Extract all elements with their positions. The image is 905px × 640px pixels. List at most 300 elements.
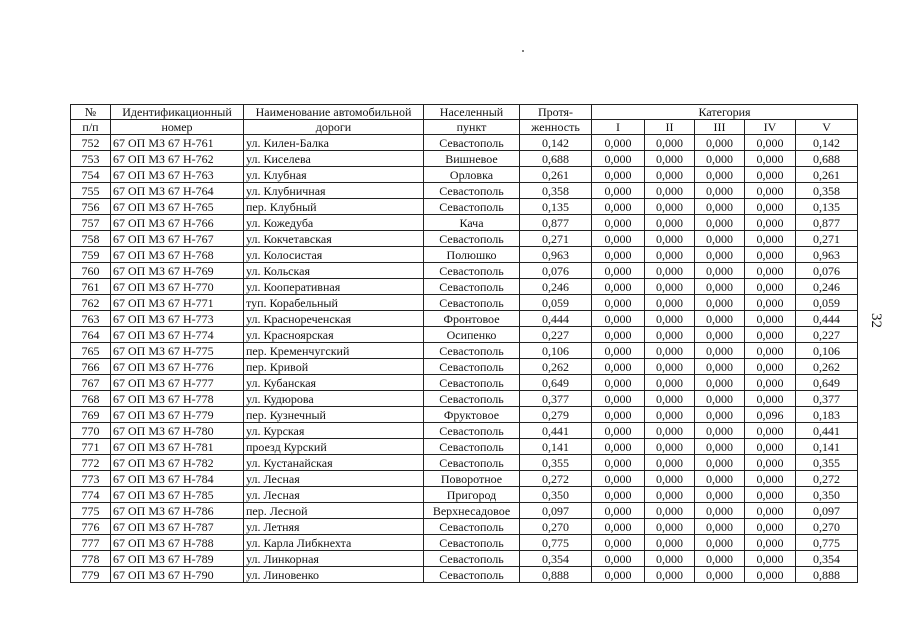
category-2-value: 0,000 <box>645 535 695 551</box>
category-4-value: 0,000 <box>745 135 796 151</box>
table-row <box>71 151 858 167</box>
category-2-value: 0,000 <box>645 343 695 359</box>
road-name: пер. Кременчугский <box>244 343 424 359</box>
settlement: Севастополь <box>424 375 520 391</box>
road-id: 67 ОП МЗ 67 Н-770 <box>111 279 244 295</box>
row-number: 754 <box>71 167 111 183</box>
category-2-value: 0,000 <box>645 359 695 375</box>
category-1-value: 0,000 <box>592 359 645 375</box>
row-number: 768 <box>71 391 111 407</box>
settlement: Фруктовое <box>424 407 520 423</box>
settlement: Поворотное <box>424 471 520 487</box>
road-name: ул. Летняя <box>244 519 424 535</box>
road-length: 0,358 <box>520 183 592 199</box>
table-row <box>71 247 858 263</box>
settlement: Севастополь <box>424 279 520 295</box>
row-number: 759 <box>71 247 111 263</box>
category-1-value: 0,000 <box>592 503 645 519</box>
header-length-sub: женность <box>520 120 592 135</box>
category-2-value: 0,000 <box>645 391 695 407</box>
settlement: Севастополь <box>424 343 520 359</box>
header-cat-5: V <box>796 120 858 135</box>
settlement: Севастополь <box>424 135 520 151</box>
table-row <box>71 375 858 391</box>
category-4-value: 0,000 <box>745 503 796 519</box>
header-place: Населенный <box>424 105 520 120</box>
header-length: Протя- <box>520 105 592 120</box>
settlement: Севастополь <box>424 231 520 247</box>
category-1-value: 0,000 <box>592 375 645 391</box>
category-4-value: 0,000 <box>745 535 796 551</box>
row-number: 753 <box>71 151 111 167</box>
row-number: 774 <box>71 487 111 503</box>
settlement: Верхнесадовое <box>424 503 520 519</box>
settlement: Полюшко <box>424 247 520 263</box>
category-4-value: 0,000 <box>745 167 796 183</box>
category-3-value: 0,000 <box>695 295 745 311</box>
category-2-value: 0,000 <box>645 183 695 199</box>
road-length: 0,106 <box>520 343 592 359</box>
category-3-value: 0,000 <box>695 359 745 375</box>
road-length: 0,279 <box>520 407 592 423</box>
header-cat-1: I <box>592 120 645 135</box>
road-id: 67 ОП МЗ 67 Н-768 <box>111 247 244 263</box>
category-4-value: 0,000 <box>745 151 796 167</box>
category-2-value: 0,000 <box>645 327 695 343</box>
category-1-value: 0,000 <box>592 535 645 551</box>
table-row <box>71 471 858 487</box>
category-4-value: 0,000 <box>745 423 796 439</box>
road-name: проезд Курский <box>244 439 424 455</box>
road-length: 0,272 <box>520 471 592 487</box>
road-name: пер. Кузнечный <box>244 407 424 423</box>
category-4-value: 0,000 <box>745 231 796 247</box>
category-3-value: 0,000 <box>695 343 745 359</box>
category-2-value: 0,000 <box>645 247 695 263</box>
row-number: 752 <box>71 135 111 151</box>
scan-dot <box>522 50 524 52</box>
row-number: 775 <box>71 503 111 519</box>
category-1-value: 0,000 <box>592 551 645 567</box>
category-5-value: 0,444 <box>796 311 858 327</box>
category-2-value: 0,000 <box>645 503 695 519</box>
header-name-sub: дороги <box>244 120 424 135</box>
table-row <box>71 215 858 231</box>
road-name: ул. Кубанская <box>244 375 424 391</box>
row-number: 772 <box>71 455 111 471</box>
table-row <box>71 279 858 295</box>
road-name: пер. Клубный <box>244 199 424 215</box>
road-id: 67 ОП МЗ 67 Н-776 <box>111 359 244 375</box>
road-length: 0,377 <box>520 391 592 407</box>
category-5-value: 0,141 <box>796 439 858 455</box>
road-name: ул. Колосистая <box>244 247 424 263</box>
road-id: 67 ОП МЗ 67 Н-766 <box>111 215 244 231</box>
category-5-value: 0,246 <box>796 279 858 295</box>
road-id: 67 ОП МЗ 67 Н-778 <box>111 391 244 407</box>
road-id: 67 ОП МЗ 67 Н-764 <box>111 183 244 199</box>
road-name: ул. Краснореченская <box>244 311 424 327</box>
category-2-value: 0,000 <box>645 439 695 455</box>
category-4-value: 0,000 <box>745 247 796 263</box>
category-4-value: 0,000 <box>745 519 796 535</box>
road-id: 67 ОП МЗ 67 Н-775 <box>111 343 244 359</box>
category-3-value: 0,000 <box>695 471 745 487</box>
header-cat-2: II <box>645 120 695 135</box>
category-5-value: 0,135 <box>796 199 858 215</box>
road-name: ул. Кудюрова <box>244 391 424 407</box>
category-3-value: 0,000 <box>695 423 745 439</box>
row-number: 779 <box>71 567 111 583</box>
category-3-value: 0,000 <box>695 391 745 407</box>
category-2-value: 0,000 <box>645 519 695 535</box>
road-length: 0,141 <box>520 439 592 455</box>
road-id: 67 ОП МЗ 67 Н-777 <box>111 375 244 391</box>
category-4-value: 0,000 <box>745 471 796 487</box>
row-number: 761 <box>71 279 111 295</box>
road-length: 0,355 <box>520 455 592 471</box>
road-length: 0,261 <box>520 167 592 183</box>
road-name: ул. Красноярская <box>244 327 424 343</box>
category-4-value: 0,000 <box>745 311 796 327</box>
category-2-value: 0,000 <box>645 455 695 471</box>
row-number: 773 <box>71 471 111 487</box>
road-length: 0,142 <box>520 135 592 151</box>
category-1-value: 0,000 <box>592 247 645 263</box>
table-row <box>71 327 858 343</box>
road-length: 0,097 <box>520 503 592 519</box>
category-4-value: 0,000 <box>745 327 796 343</box>
settlement: Вишневое <box>424 151 520 167</box>
category-5-value: 0,142 <box>796 135 858 151</box>
road-name: ул. Линовенко <box>244 567 424 583</box>
category-5-value: 0,688 <box>796 151 858 167</box>
road-name: ул. Линкорная <box>244 551 424 567</box>
category-5-value: 0,350 <box>796 487 858 503</box>
category-2-value: 0,000 <box>645 567 695 583</box>
category-5-value: 0,354 <box>796 551 858 567</box>
header-place-sub: пункт <box>424 120 520 135</box>
category-2-value: 0,000 <box>645 311 695 327</box>
category-3-value: 0,000 <box>695 519 745 535</box>
category-3-value: 0,000 <box>695 455 745 471</box>
category-3-value: 0,000 <box>695 551 745 567</box>
category-4-value: 0,000 <box>745 295 796 311</box>
settlement: Пригород <box>424 487 520 503</box>
category-1-value: 0,000 <box>592 295 645 311</box>
category-4-value: 0,000 <box>745 279 796 295</box>
table-row <box>71 535 858 551</box>
row-number: 770 <box>71 423 111 439</box>
category-4-value: 0,000 <box>745 455 796 471</box>
road-length: 0,354 <box>520 551 592 567</box>
road-length: 0,877 <box>520 215 592 231</box>
settlement: Севастополь <box>424 519 520 535</box>
road-length: 0,227 <box>520 327 592 343</box>
category-4-value: 0,096 <box>745 407 796 423</box>
road-length: 0,262 <box>520 359 592 375</box>
category-4-value: 0,000 <box>745 551 796 567</box>
road-length: 0,649 <box>520 375 592 391</box>
category-2-value: 0,000 <box>645 487 695 503</box>
settlement: Севастополь <box>424 439 520 455</box>
road-id: 67 ОП МЗ 67 Н-763 <box>111 167 244 183</box>
category-5-value: 0,106 <box>796 343 858 359</box>
category-1-value: 0,000 <box>592 343 645 359</box>
road-length: 0,135 <box>520 199 592 215</box>
category-3-value: 0,000 <box>695 535 745 551</box>
category-3-value: 0,000 <box>695 167 745 183</box>
category-1-value: 0,000 <box>592 263 645 279</box>
settlement: Севастополь <box>424 183 520 199</box>
row-number: 777 <box>71 535 111 551</box>
settlement: Орловка <box>424 167 520 183</box>
road-length: 0,246 <box>520 279 592 295</box>
category-2-value: 0,000 <box>645 423 695 439</box>
category-1-value: 0,000 <box>592 439 645 455</box>
category-3-value: 0,000 <box>695 407 745 423</box>
table-row <box>71 263 858 279</box>
category-1-value: 0,000 <box>592 151 645 167</box>
road-id: 67 ОП МЗ 67 Н-784 <box>111 471 244 487</box>
category-2-value: 0,000 <box>645 199 695 215</box>
category-2-value: 0,000 <box>645 295 695 311</box>
category-5-value: 0,441 <box>796 423 858 439</box>
category-4-value: 0,000 <box>745 487 796 503</box>
category-2-value: 0,000 <box>645 471 695 487</box>
category-3-value: 0,000 <box>695 375 745 391</box>
road-name: ул. Киселева <box>244 151 424 167</box>
category-1-value: 0,000 <box>592 567 645 583</box>
road-id: 67 ОП МЗ 67 Н-767 <box>111 231 244 247</box>
category-2-value: 0,000 <box>645 263 695 279</box>
road-id: 67 ОП МЗ 67 Н-786 <box>111 503 244 519</box>
category-5-value: 0,358 <box>796 183 858 199</box>
category-2-value: 0,000 <box>645 215 695 231</box>
road-id: 67 ОП МЗ 67 Н-787 <box>111 519 244 535</box>
settlement: Севастополь <box>424 391 520 407</box>
category-4-value: 0,000 <box>745 391 796 407</box>
category-3-value: 0,000 <box>695 263 745 279</box>
category-5-value: 0,877 <box>796 215 858 231</box>
settlement: Севастополь <box>424 535 520 551</box>
road-id: 67 ОП МЗ 67 Н-765 <box>111 199 244 215</box>
road-id: 67 ОП МЗ 67 Н-781 <box>111 439 244 455</box>
category-1-value: 0,000 <box>592 215 645 231</box>
road-id: 67 ОП МЗ 67 Н-782 <box>111 455 244 471</box>
category-4-value: 0,000 <box>745 343 796 359</box>
road-id: 67 ОП МЗ 67 Н-774 <box>111 327 244 343</box>
header-num: № <box>71 105 111 120</box>
road-name: ул. Килен-Балка <box>244 135 424 151</box>
road-id: 67 ОП МЗ 67 Н-779 <box>111 407 244 423</box>
road-id: 67 ОП МЗ 67 Н-761 <box>111 135 244 151</box>
category-1-value: 0,000 <box>592 471 645 487</box>
category-5-value: 0,076 <box>796 263 858 279</box>
category-3-value: 0,000 <box>695 135 745 151</box>
category-3-value: 0,000 <box>695 199 745 215</box>
category-5-value: 0,888 <box>796 567 858 583</box>
category-4-value: 0,000 <box>745 375 796 391</box>
row-number: 757 <box>71 215 111 231</box>
header-category: Категория <box>592 105 858 120</box>
road-id: 67 ОП МЗ 67 Н-788 <box>111 535 244 551</box>
table-row <box>71 391 858 407</box>
road-name: ул. Клубничная <box>244 183 424 199</box>
row-number: 767 <box>71 375 111 391</box>
page-number: 32 <box>868 313 884 328</box>
road-name: ул. Курская <box>244 423 424 439</box>
category-3-value: 0,000 <box>695 247 745 263</box>
category-2-value: 0,000 <box>645 135 695 151</box>
row-number: 760 <box>71 263 111 279</box>
road-id: 67 ОП МЗ 67 Н-769 <box>111 263 244 279</box>
road-name: ул. Карла Либкнехта <box>244 535 424 551</box>
category-5-value: 0,272 <box>796 471 858 487</box>
settlement: Севастополь <box>424 359 520 375</box>
row-number: 764 <box>71 327 111 343</box>
category-4-value: 0,000 <box>745 215 796 231</box>
category-3-value: 0,000 <box>695 151 745 167</box>
road-id: 67 ОП МЗ 67 Н-789 <box>111 551 244 567</box>
table-row <box>71 135 858 151</box>
settlement: Севастополь <box>424 423 520 439</box>
table-row <box>71 407 858 423</box>
table-row <box>71 359 858 375</box>
table-row <box>71 199 858 215</box>
row-number: 769 <box>71 407 111 423</box>
settlement: Севастополь <box>424 295 520 311</box>
settlement: Фронтовое <box>424 311 520 327</box>
row-number: 765 <box>71 343 111 359</box>
category-3-value: 0,000 <box>695 439 745 455</box>
category-5-value: 0,183 <box>796 407 858 423</box>
row-number: 763 <box>71 311 111 327</box>
road-name: ул. Кокчетавская <box>244 231 424 247</box>
settlement: Осипенко <box>424 327 520 343</box>
category-5-value: 0,059 <box>796 295 858 311</box>
road-length: 0,059 <box>520 295 592 311</box>
table-body <box>71 135 858 583</box>
category-2-value: 0,000 <box>645 375 695 391</box>
road-id: 67 ОП МЗ 67 Н-785 <box>111 487 244 503</box>
settlement: Севастополь <box>424 455 520 471</box>
category-3-value: 0,000 <box>695 279 745 295</box>
road-id: 67 ОП МЗ 67 Н-771 <box>111 295 244 311</box>
category-3-value: 0,000 <box>695 487 745 503</box>
category-5-value: 0,097 <box>796 503 858 519</box>
category-3-value: 0,000 <box>695 503 745 519</box>
row-number: 776 <box>71 519 111 535</box>
category-1-value: 0,000 <box>592 135 645 151</box>
row-number: 771 <box>71 439 111 455</box>
category-2-value: 0,000 <box>645 231 695 247</box>
category-5-value: 0,355 <box>796 455 858 471</box>
road-name: туп. Корабельный <box>244 295 424 311</box>
category-1-value: 0,000 <box>592 391 645 407</box>
category-4-value: 0,000 <box>745 199 796 215</box>
row-number: 778 <box>71 551 111 567</box>
category-4-value: 0,000 <box>745 439 796 455</box>
road-name: ул. Лесная <box>244 487 424 503</box>
settlement: Севастополь <box>424 263 520 279</box>
row-number: 756 <box>71 199 111 215</box>
category-1-value: 0,000 <box>592 183 645 199</box>
category-1-value: 0,000 <box>592 167 645 183</box>
settlement: Кача <box>424 215 520 231</box>
table-row <box>71 231 858 247</box>
table-header <box>71 105 858 135</box>
category-5-value: 0,377 <box>796 391 858 407</box>
category-4-value: 0,000 <box>745 183 796 199</box>
category-5-value: 0,963 <box>796 247 858 263</box>
category-3-value: 0,000 <box>695 327 745 343</box>
road-id: 67 ОП МЗ 67 Н-790 <box>111 567 244 583</box>
road-id: 67 ОП МЗ 67 Н-762 <box>111 151 244 167</box>
table-row <box>71 439 858 455</box>
road-length: 0,888 <box>520 567 592 583</box>
table-row <box>71 311 858 327</box>
category-5-value: 0,649 <box>796 375 858 391</box>
table-row <box>71 551 858 567</box>
header-num-sub: п/п <box>71 120 111 135</box>
category-1-value: 0,000 <box>592 423 645 439</box>
road-length: 0,076 <box>520 263 592 279</box>
table-row <box>71 183 858 199</box>
category-5-value: 0,261 <box>796 167 858 183</box>
category-1-value: 0,000 <box>592 407 645 423</box>
category-1-value: 0,000 <box>592 311 645 327</box>
category-3-value: 0,000 <box>695 231 745 247</box>
category-5-value: 0,270 <box>796 519 858 535</box>
row-number: 766 <box>71 359 111 375</box>
category-4-value: 0,000 <box>745 359 796 375</box>
road-name: пер. Лесной <box>244 503 424 519</box>
category-2-value: 0,000 <box>645 167 695 183</box>
table-row <box>71 423 858 439</box>
road-length: 0,350 <box>520 487 592 503</box>
road-name: ул. Кольская <box>244 263 424 279</box>
road-name: ул. Лесная <box>244 471 424 487</box>
table-row <box>71 167 858 183</box>
road-length: 0,775 <box>520 535 592 551</box>
settlement: Севастополь <box>424 567 520 583</box>
table-row <box>71 455 858 471</box>
category-3-value: 0,000 <box>695 183 745 199</box>
category-5-value: 0,271 <box>796 231 858 247</box>
header-id-sub: номер <box>111 120 244 135</box>
header-name: Наименование автомобильной <box>244 105 424 120</box>
settlement: Севастополь <box>424 199 520 215</box>
header-id: Идентификационный <box>111 105 244 120</box>
table-row <box>71 487 858 503</box>
road-name: пер. Кривой <box>244 359 424 375</box>
category-5-value: 0,227 <box>796 327 858 343</box>
table-row <box>71 519 858 535</box>
road-length: 0,963 <box>520 247 592 263</box>
road-id: 67 ОП МЗ 67 Н-780 <box>111 423 244 439</box>
category-4-value: 0,000 <box>745 567 796 583</box>
table-row <box>71 567 858 583</box>
row-number: 758 <box>71 231 111 247</box>
category-1-value: 0,000 <box>592 327 645 343</box>
road-name: ул. Кожедуба <box>244 215 424 231</box>
table-row <box>71 343 858 359</box>
road-length: 0,688 <box>520 151 592 167</box>
category-1-value: 0,000 <box>592 231 645 247</box>
category-1-value: 0,000 <box>592 455 645 471</box>
category-1-value: 0,000 <box>592 519 645 535</box>
